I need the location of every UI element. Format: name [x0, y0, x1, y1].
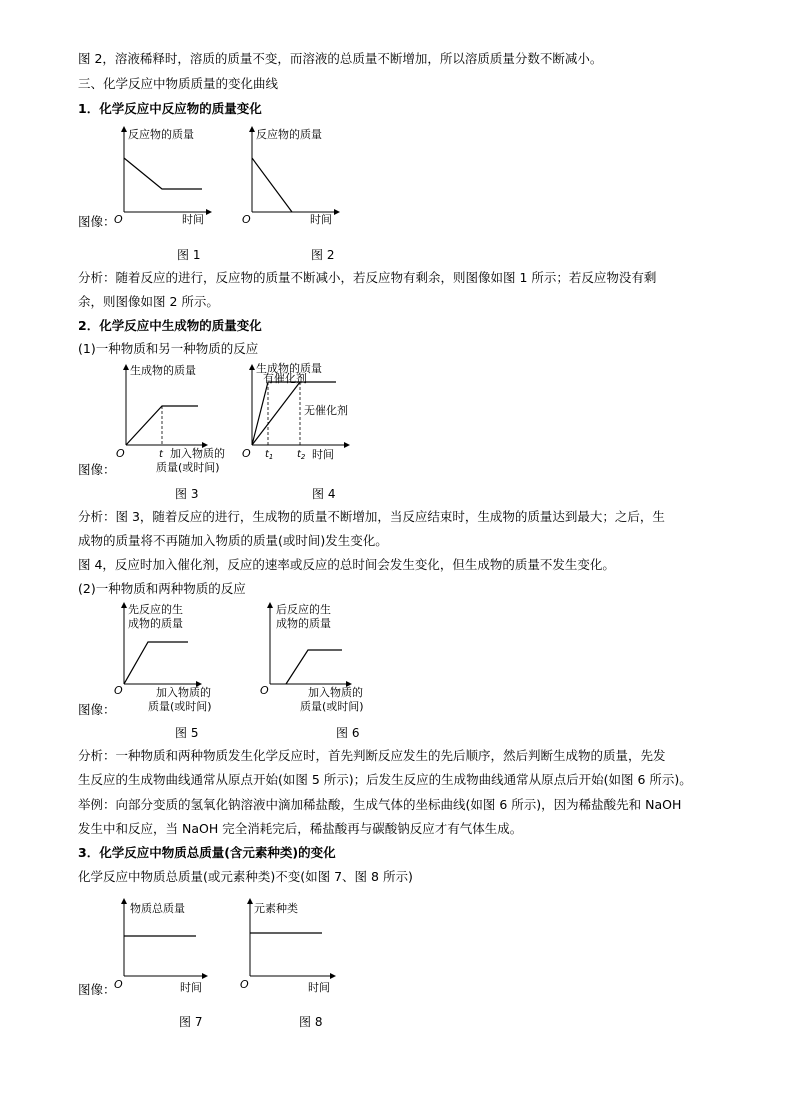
paragraph-fig2-note: 图 2，溶液稀释时，溶质的质量不变，而溶液的总质量不断增加，所以溶质质量分数不断减小。 — [78, 51, 603, 66]
t2-label: $t_2$ — [297, 449, 306, 461]
analysis-2-2a: 分析：一种物质和两种物质发生化学反应时，首先判断反应发生的先后顺序，然后判断生成物的质量，先发 — [78, 748, 666, 763]
x-axis-label-b: 质量(或时间) — [148, 700, 212, 713]
figure-4 — [238, 360, 368, 474]
analysis-2-2b: 生反应的生成物曲线通常从原点开始(如图 5 所示)；后发生反应的生成物曲线通常从原点后开始(如图 6 所示)。 — [78, 772, 692, 787]
caption-fig4: 图 4 — [312, 487, 336, 501]
x-axis-label: 时间 — [310, 213, 332, 226]
subsection-title-2-2: (2)一种物质和两种物质的反应 — [78, 581, 246, 596]
caption-fig1: 图 1 — [177, 248, 201, 262]
example-2-2a: 举例：向部分变质的氢氧化钠溶液中滴加稀盐酸，生成气体的坐标曲线(如图 6 所示)，因为稀盐酸先和 NaOH — [78, 797, 682, 812]
y-axis-label: 反应物的质量 — [128, 128, 194, 141]
y-axis-label: 反应物的质量 — [256, 128, 322, 141]
x-axis-label-a: 加入物质的 — [156, 686, 211, 699]
figure-7 — [110, 896, 220, 1000]
figure-5 — [110, 600, 250, 719]
y-axis-label-b: 成物的质量 — [128, 617, 183, 630]
y-axis-label: 生成物的质量 — [130, 364, 196, 377]
t-label: t — [159, 449, 163, 460]
analysis-1a: 分析：随着反应的进行，反应物的质量不断减小，若反应物有剩余，则图像如图 1 所示；若反应物没有剩 — [78, 270, 657, 285]
figure-3 — [110, 360, 240, 479]
origin-label: O — [260, 684, 269, 697]
caption-fig6: 图 6 — [336, 726, 360, 740]
section3-text: 化学反应中物质总质量(或元素种类)不变(如图 7、图 8 所示) — [78, 869, 413, 884]
curve — [124, 642, 188, 684]
origin-label: O — [114, 213, 123, 226]
image-label-4: 图像： — [78, 982, 116, 997]
y-axis-label: 物质总质量 — [130, 902, 185, 915]
catalyst-label: 有催化剂 — [263, 372, 307, 385]
curve — [286, 650, 342, 684]
subsection-title-3: 3．化学反应中物质总质量(含元素种类)的变化 — [78, 845, 336, 860]
analysis-2-1b: 成物的质量将不再随加入物质的质量(或时间)发生变化。 — [78, 533, 388, 548]
origin-label: O — [242, 447, 251, 460]
curve — [252, 158, 292, 212]
origin-label: O — [114, 978, 123, 991]
origin-label: O — [114, 684, 123, 697]
t1-label: $t_1$ — [265, 449, 274, 461]
y-axis-label: 生成物的质量 — [256, 362, 322, 375]
x-axis-label-a: 加入物质的 — [170, 447, 225, 460]
figure-1 — [110, 122, 220, 236]
x-axis-label: 时间 — [182, 213, 204, 226]
section-title-3: 三、化学反应中物质质量的变化曲线 — [78, 76, 279, 91]
caption-fig2: 图 2 — [311, 248, 335, 262]
figure-2 — [238, 122, 348, 236]
x-axis-label: 时间 — [312, 448, 334, 461]
subsection-title-2: 2．化学反应中生成物的质量变化 — [78, 318, 262, 333]
y-axis-label-b: 成物的质量 — [276, 617, 331, 630]
curve-without-catalyst — [252, 382, 300, 445]
analysis-2-1c: 图 4，反应时加入催化剂，反应的速率或反应的总时间会发生变化，但生成物的质量不发生变化。 — [78, 557, 615, 572]
origin-label: O — [240, 978, 249, 991]
caption-fig3: 图 3 — [175, 487, 199, 501]
origin-label: O — [242, 213, 251, 226]
subsection-title-2-1: (1)一种物质和另一种物质的反应 — [78, 341, 259, 356]
x-axis-label-b: 质量(或时间) — [300, 700, 364, 713]
y-axis-label: 元素种类 — [254, 902, 298, 915]
figure-6 — [256, 600, 396, 719]
analysis-1b: 余，则图像如图 2 所示。 — [78, 294, 219, 309]
origin-label: O — [116, 447, 125, 460]
caption-fig7: 图 7 — [179, 1015, 203, 1029]
subsection-title-1: 1．化学反应中反应物的质量变化 — [78, 101, 262, 116]
no-catalyst-label: 无催化剂 — [304, 404, 348, 417]
caption-fig5: 图 5 — [175, 726, 199, 740]
image-label-2: 图像： — [78, 462, 116, 477]
image-label-3: 图像： — [78, 702, 116, 717]
x-axis-label-a: 加入物质的 — [308, 686, 363, 699]
y-axis-label-a: 先反应的生 — [128, 603, 183, 616]
caption-fig8: 图 8 — [299, 1015, 323, 1029]
analysis-2-1a: 分析：图 3，随着反应的进行，生成物的质量不断增加，当反应结束时，生成物的质量达到最大；之后，生 — [78, 509, 665, 524]
example-2-2b: 发生中和反应，当 NaOH 完全消耗完后，稀盐酸再与碳酸钠反应才有气体生成。 — [78, 821, 523, 836]
x-axis-label-b: 质量(或时间) — [156, 461, 220, 474]
curve — [124, 158, 202, 189]
x-axis-label: 时间 — [308, 981, 330, 994]
image-label-1: 图像： — [78, 214, 116, 229]
figure-8 — [236, 896, 346, 1000]
y-axis-label-a: 后反应的生 — [276, 603, 331, 616]
x-axis-label: 时间 — [180, 981, 202, 994]
